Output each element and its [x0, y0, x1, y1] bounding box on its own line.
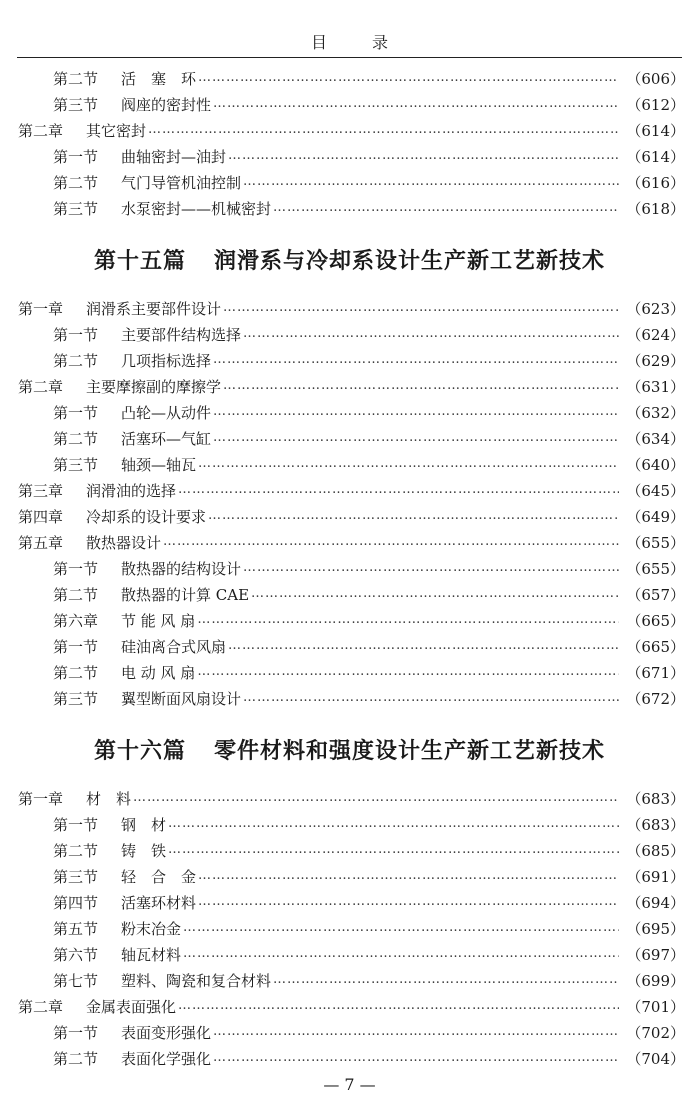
entry-title: 硅油离合式风扇: [121, 637, 227, 656]
dot-leader: [243, 169, 619, 195]
entry-label: 第六章: [53, 611, 99, 630]
entry-label: 第二章: [18, 377, 64, 396]
page-header: [0, 30, 699, 56]
entry-label: 第一节: [53, 637, 99, 656]
entry-page-number: （632）: [626, 403, 685, 422]
toc-section-entry[interactable]: [0, 425, 699, 451]
entry-label: 第二章: [18, 121, 64, 140]
entry-label: 第一节: [53, 815, 99, 834]
dot-leader: [163, 529, 619, 555]
dot-leader: [183, 941, 619, 967]
toc-section-entry[interactable]: [0, 633, 699, 659]
entry-label: 第三章: [18, 481, 64, 500]
toc-section-entry[interactable]: [0, 941, 699, 967]
entry-label: 第二节: [53, 663, 99, 682]
dot-leader: [213, 399, 619, 425]
toc-section-entry[interactable]: [0, 581, 699, 607]
entry-title: 曲轴密封—油封: [121, 147, 227, 166]
entry-page-number: （645）: [626, 481, 685, 500]
toc-chapter-entry[interactable]: [0, 295, 699, 321]
entry-title: 散热器设计: [86, 533, 162, 552]
entry-label: 第一章: [18, 299, 64, 318]
entry-page-number: （685）: [626, 841, 685, 860]
entry-page-number: （606）: [626, 69, 685, 88]
dot-leader: [198, 863, 619, 889]
dot-leader: [198, 451, 619, 477]
part-heading: [0, 223, 699, 295]
dot-leader: [228, 143, 619, 169]
toc-section-entry[interactable]: [0, 967, 699, 993]
dot-leader: [178, 993, 619, 1019]
entry-page-number: （672）: [626, 689, 685, 708]
entry-title: 节 能 风 扇: [121, 611, 196, 630]
entry-page-number: （657）: [626, 585, 685, 604]
entry-label: 第二节: [53, 1049, 99, 1068]
header-title-char-1: 目: [310, 33, 327, 52]
part-heading-label: 第十五篇: [93, 248, 186, 274]
dot-leader: [273, 195, 619, 221]
toc-section-entry[interactable]: [0, 143, 699, 169]
toc-section-entry[interactable]: [0, 889, 699, 915]
toc-section-entry[interactable]: [0, 347, 699, 373]
dot-leader: [183, 915, 619, 941]
entry-label: 第一节: [53, 325, 99, 344]
dot-leader: [213, 425, 619, 451]
toc-chapter-entry[interactable]: [0, 993, 699, 1019]
entry-page-number: （699）: [626, 971, 685, 990]
entry-label: 第二节: [53, 585, 99, 604]
entry-title: 钢 材: [121, 815, 167, 834]
toc-section-entry[interactable]: [0, 1019, 699, 1045]
entry-label: 第二节: [53, 173, 99, 192]
entry-page-number: （649）: [626, 507, 685, 526]
toc-section-entry[interactable]: [0, 915, 699, 941]
entry-label: 第一节: [53, 147, 99, 166]
entry-page-number: （691）: [626, 867, 685, 886]
entry-label: 第二节: [53, 69, 99, 88]
header-rule: [17, 57, 682, 58]
toc-section-entry[interactable]: [0, 811, 699, 837]
entry-title: 塑料、陶瓷和复合材料: [121, 971, 272, 990]
dot-leader: [213, 347, 619, 373]
entry-title: 表面化学强化: [121, 1049, 212, 1068]
entry-title: 铸 铁: [121, 841, 167, 860]
entry-page-number: （618）: [626, 199, 685, 218]
entry-page-number: （665）: [626, 611, 685, 630]
entry-title: 金属表面强化: [86, 997, 177, 1016]
toc-section-entry[interactable]: [0, 321, 699, 347]
dot-leader: [197, 607, 619, 633]
entry-label: 第三节: [53, 689, 99, 708]
entry-title: 电 动 风 扇: [121, 663, 196, 682]
entry-page-number: （695）: [626, 919, 685, 938]
entry-page-number: （683）: [626, 815, 685, 834]
entry-label: 第一节: [53, 403, 99, 422]
entry-label: 第七节: [53, 971, 99, 990]
entry-title: 活 塞 环: [121, 69, 197, 88]
entry-title: 翼型断面风扇设计: [121, 689, 242, 708]
entry-title: 轻 合 金: [121, 867, 197, 886]
toc-chapter-entry[interactable]: [0, 477, 699, 503]
entry-title: 活塞环材料: [121, 893, 197, 912]
toc-section-entry[interactable]: [0, 451, 699, 477]
part-heading: [0, 713, 699, 785]
entry-page-number: （701）: [626, 997, 685, 1016]
entry-label: 第二节: [53, 841, 99, 860]
part-heading-title: 润滑系与冷却系设计生产新工艺新技术: [214, 248, 606, 274]
toc-section-entry[interactable]: [0, 685, 699, 711]
entry-title: 润滑系主要部件设计: [86, 299, 222, 318]
dot-leader: [273, 967, 619, 993]
entry-label: 第二章: [18, 997, 64, 1016]
entry-title: 水泵密封——机械密封: [121, 199, 272, 218]
toc-section-entry[interactable]: [0, 91, 699, 117]
toc-section-entry[interactable]: [0, 659, 699, 685]
entry-label: 第四章: [18, 507, 64, 526]
entry-page-number: （671）: [626, 663, 685, 682]
entry-label: 第三节: [53, 455, 99, 474]
entry-title: 轴颈—轴瓦: [121, 455, 197, 474]
dot-leader: [243, 321, 619, 347]
dot-leader: [198, 65, 619, 91]
toc-chapter-entry[interactable]: [0, 117, 699, 143]
entry-page-number: （697）: [626, 945, 685, 964]
part-heading-title: 零件材料和强度设计生产新工艺新技术: [214, 738, 606, 764]
part-heading-label: 第十六篇: [93, 738, 186, 764]
entry-title: 主要摩擦副的摩擦学: [86, 377, 222, 396]
entry-title: 材 料: [86, 789, 132, 808]
entry-page-number: （694）: [626, 893, 685, 912]
dot-leader: [213, 91, 619, 117]
entry-label: 第一节: [53, 1023, 99, 1042]
dot-leader: [251, 581, 619, 607]
dot-leader: [197, 659, 619, 685]
entry-title: 几项指标选择: [121, 351, 212, 370]
entry-title: 阀座的密封性: [121, 95, 212, 114]
entry-page-number: （702）: [626, 1023, 685, 1042]
entry-label: 第三节: [53, 867, 99, 886]
toc-section-entry[interactable]: [0, 195, 699, 221]
entry-title: 粉末冶金: [121, 919, 182, 938]
entry-title: 活塞环—气缸: [121, 429, 212, 448]
toc-section-entry[interactable]: [0, 863, 699, 889]
entry-title: 表面变形强化: [121, 1023, 212, 1042]
header-title-char-2: 录: [372, 33, 389, 52]
entry-title: 散热器的结构设计: [121, 559, 242, 578]
table-of-contents: [0, 65, 699, 1071]
toc-section-entry[interactable]: [0, 607, 699, 633]
entry-page-number: （624）: [626, 325, 685, 344]
entry-title: 轴瓦材料: [121, 945, 182, 964]
dot-leader: [243, 555, 619, 581]
toc-section-entry[interactable]: [0, 399, 699, 425]
entry-page-number: （634）: [626, 429, 685, 448]
toc-chapter-entry[interactable]: [0, 529, 699, 555]
page-number: — 7 —: [323, 1075, 376, 1094]
entry-page-number: （655）: [626, 533, 685, 552]
entry-title: 主要部件结构选择: [121, 325, 242, 344]
entry-page-number: （631）: [626, 377, 685, 396]
entry-label: 第三节: [53, 199, 99, 218]
toc-section-entry[interactable]: [0, 169, 699, 195]
entry-label: 第六节: [53, 945, 99, 964]
dot-leader: [213, 1019, 619, 1045]
entry-page-number: （704）: [626, 1049, 685, 1068]
dot-leader: [168, 837, 619, 863]
entry-title: 气门导管机油控制: [121, 173, 242, 192]
dot-leader: [168, 811, 619, 837]
dot-leader: [208, 503, 619, 529]
entry-label: 第一章: [18, 789, 64, 808]
dot-leader: [223, 295, 619, 321]
entry-page-number: （616）: [626, 173, 685, 192]
entry-page-number: （655）: [626, 559, 685, 578]
entry-label: 第一节: [53, 559, 99, 578]
entry-title: 散热器的计算 CAE: [121, 585, 250, 604]
dot-leader: [148, 117, 619, 143]
entry-page-number: （623）: [626, 299, 685, 318]
entry-page-number: （629）: [626, 351, 685, 370]
dot-leader: [223, 373, 619, 399]
entry-label: 第二节: [53, 429, 99, 448]
entry-page-number: （665）: [626, 637, 685, 656]
entry-page-number: （640）: [626, 455, 685, 474]
toc-chapter-entry[interactable]: [0, 785, 699, 811]
entry-title: 冷却系的设计要求: [86, 507, 207, 526]
entry-page-number: （614）: [626, 147, 685, 166]
dot-leader: [228, 633, 619, 659]
entry-page-number: （614）: [626, 121, 685, 140]
entry-page-number: （683）: [626, 789, 685, 808]
toc-section-entry[interactable]: [0, 65, 699, 91]
dot-leader: [198, 889, 619, 915]
toc-chapter-entry[interactable]: [0, 373, 699, 399]
entry-label: 第五节: [53, 919, 99, 938]
dot-leader: [178, 477, 619, 503]
dot-leader: [133, 785, 619, 811]
toc-chapter-entry[interactable]: [0, 503, 699, 529]
toc-section-entry[interactable]: [0, 837, 699, 863]
toc-section-entry[interactable]: [0, 1045, 699, 1071]
entry-page-number: （612）: [626, 95, 685, 114]
entry-title: 凸轮—从动件: [121, 403, 212, 422]
dot-leader: [213, 1045, 619, 1071]
toc-section-entry[interactable]: [0, 555, 699, 581]
entry-title: 其它密封: [86, 121, 147, 140]
entry-label: 第二节: [53, 351, 99, 370]
dot-leader: [243, 685, 619, 711]
entry-title: 润滑油的选择: [86, 481, 177, 500]
entry-label: 第三节: [53, 95, 99, 114]
entry-label: 第四节: [53, 893, 99, 912]
entry-label: 第五章: [18, 533, 64, 552]
